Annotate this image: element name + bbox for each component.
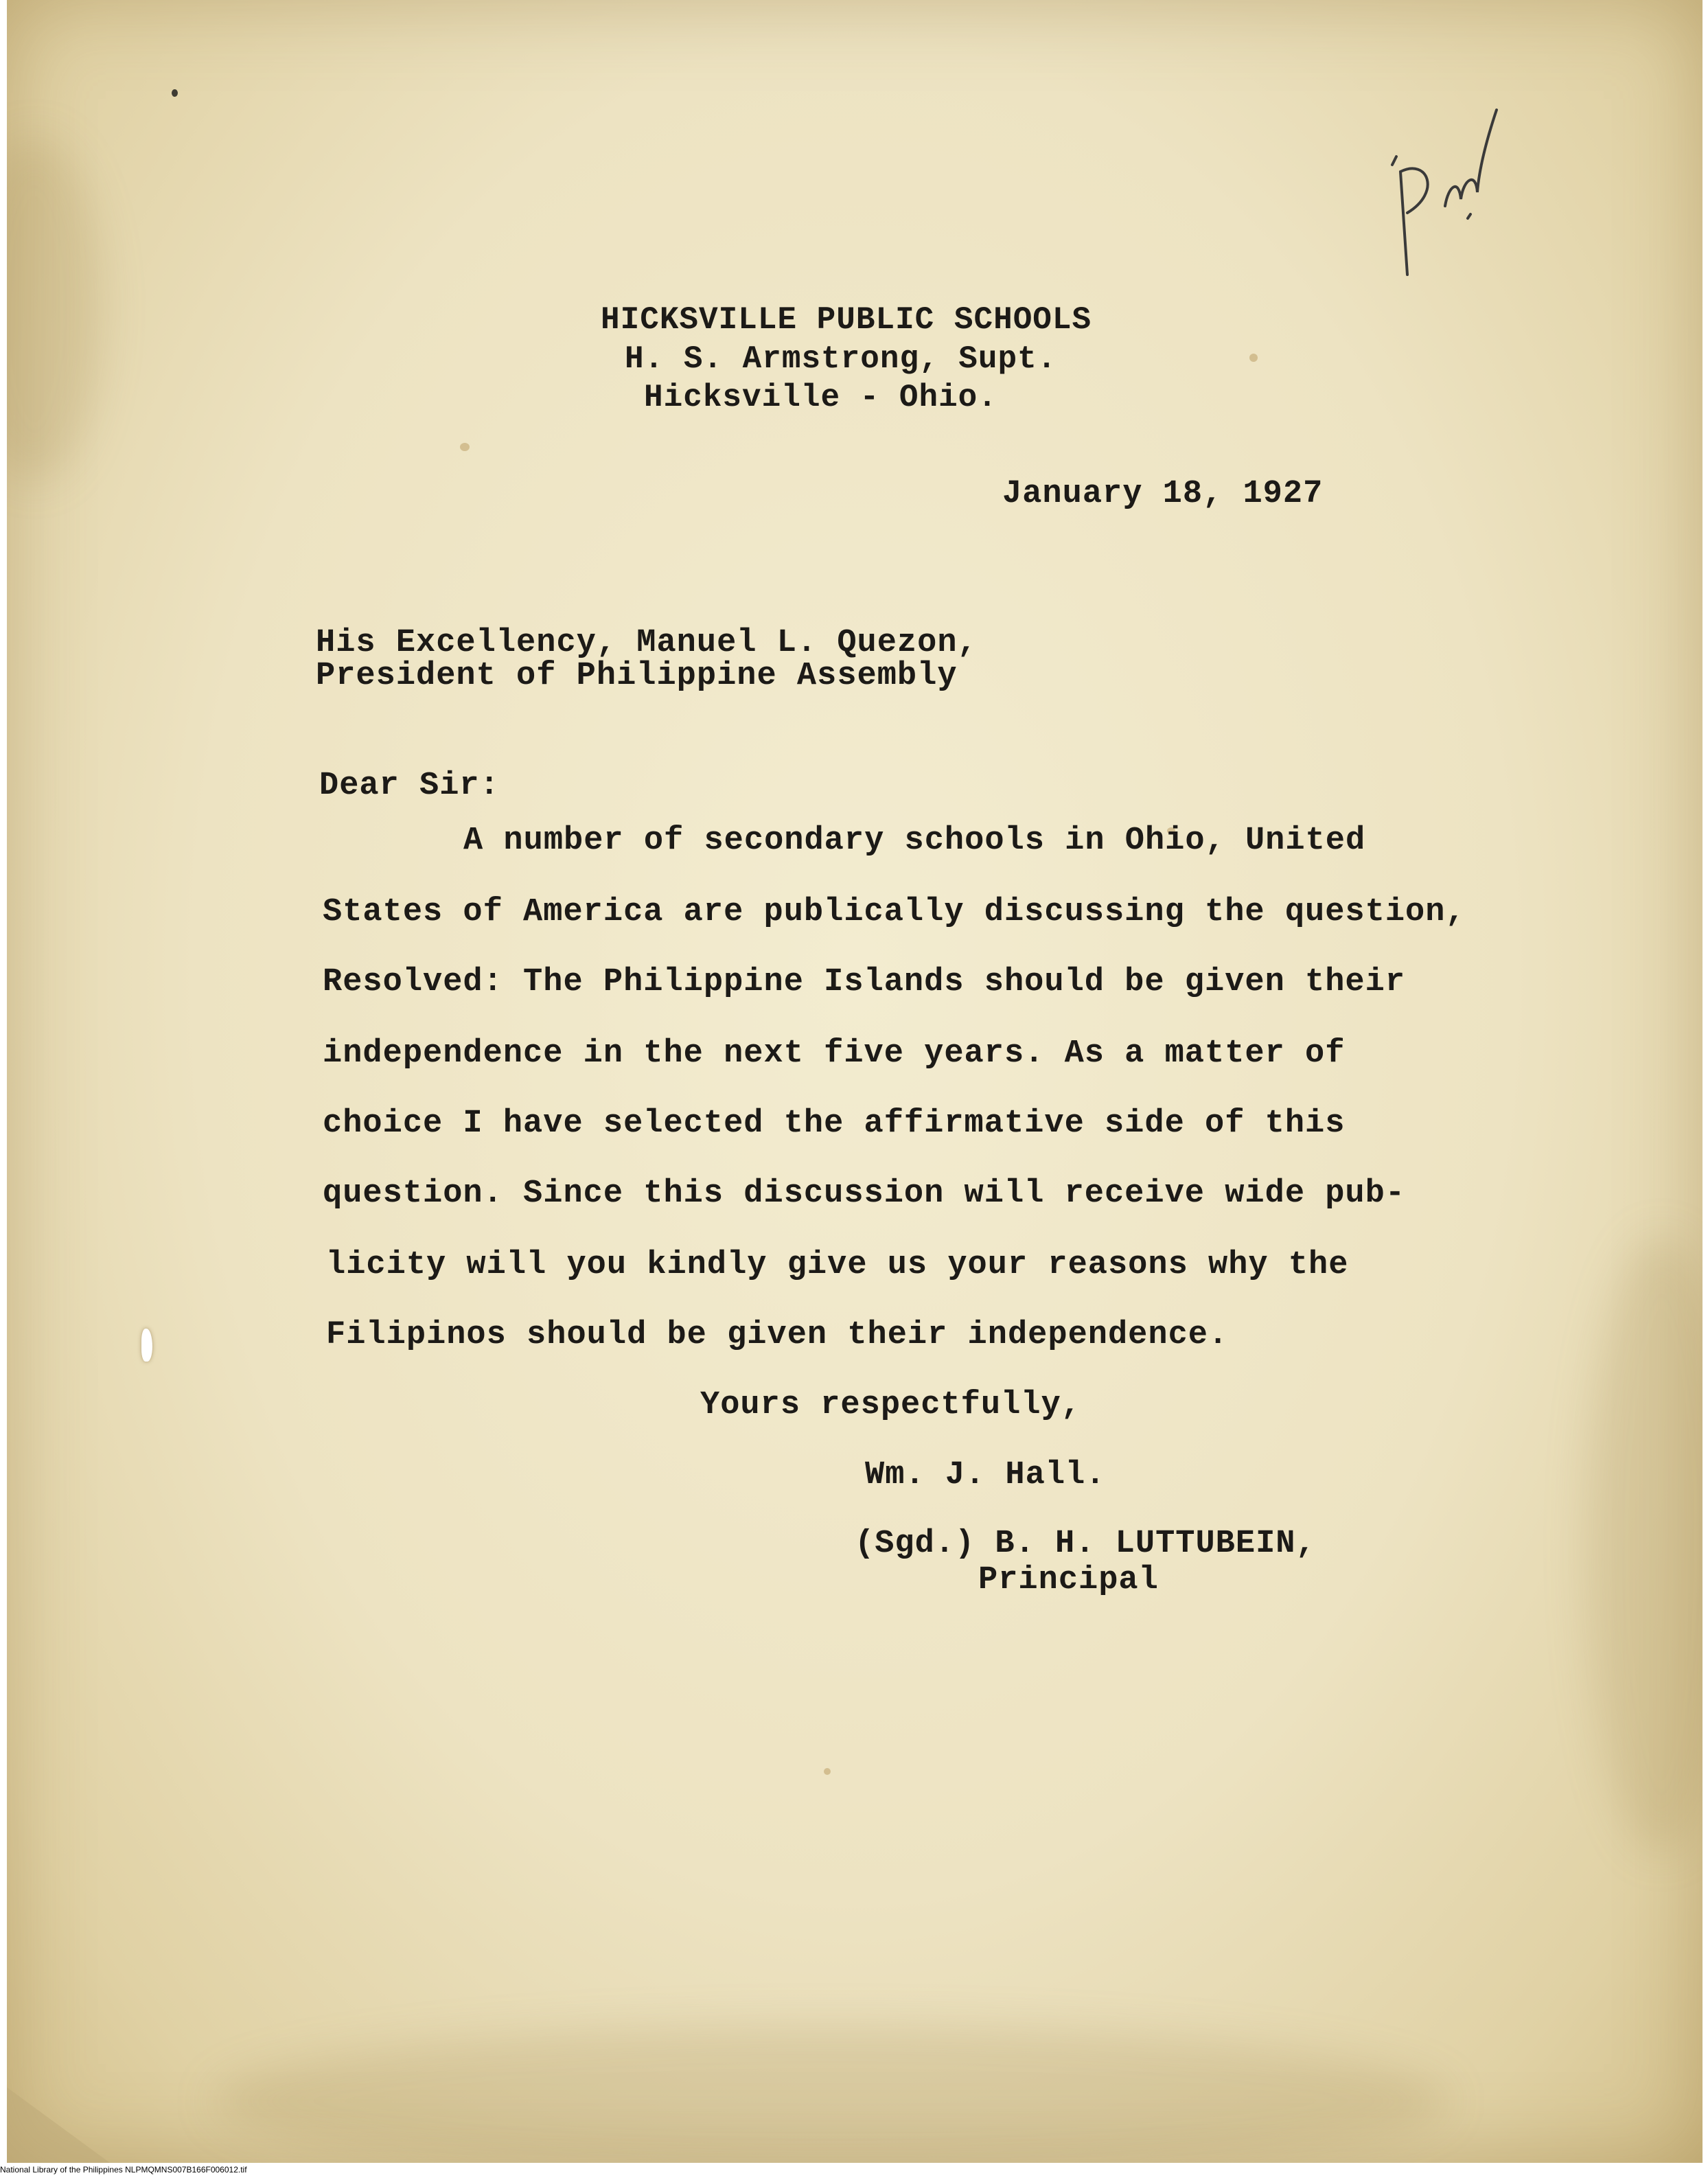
spot: [460, 443, 470, 451]
body-line: States of America are publically discussing the question,: [323, 894, 1466, 930]
closing-complimentary: Yours respectfully,: [700, 1387, 1081, 1423]
body-line: independence in the next five years. As a matter of: [323, 1035, 1346, 1072]
paper-tear: [141, 1329, 152, 1362]
letter-date: January 18, 1927: [1002, 476, 1324, 512]
archive-caption: National Library of the Philippines NLPMQMNS007B166F006012.tif: [0, 2165, 247, 2175]
addressee-line-2: President of Philippine Assembly: [316, 658, 958, 694]
letterhead-school: HICKSVILLE PUBLIC SCHOOLS: [601, 302, 1092, 338]
handwritten-initials: [1380, 103, 1510, 282]
letter-page: [7, 0, 1703, 2163]
addressee-line-1: His Excellency, Manuel L. Quezon,: [316, 625, 978, 661]
body-line: Filipinos should be given their independence.: [326, 1317, 1229, 1353]
stain: [213, 2026, 1449, 2163]
closing-name: Wm. J. Hall.: [865, 1457, 1106, 1493]
spot: [1249, 354, 1258, 362]
spot: [824, 1768, 831, 1775]
body-line: choice I have selected the affirmative side of this: [323, 1105, 1346, 1142]
letterhead-superintendent: H. S. Armstrong, Supt.: [625, 341, 1057, 377]
body-line: A number of secondary schools in Ohio, United: [463, 823, 1366, 859]
stain: [7, 137, 103, 481]
body-line: question. Since this discussion will receive wide pub-: [323, 1175, 1406, 1212]
stain: [1586, 1236, 1703, 1854]
folded-corner: [7, 2087, 110, 2163]
closing-signed: (Sgd.) B. H. LUTTUBEIN,: [855, 1526, 1316, 1562]
letterhead-location: Hicksville - Ohio.: [644, 380, 997, 415]
body-line: licity will you kindly give us your reasons why the: [326, 1247, 1349, 1283]
body-line: Resolved: The Philippine Islands should be given their: [323, 964, 1406, 1000]
salutation: Dear Sir:: [319, 768, 500, 804]
spot: [172, 89, 178, 97]
closing-title: Principal: [978, 1562, 1159, 1598]
